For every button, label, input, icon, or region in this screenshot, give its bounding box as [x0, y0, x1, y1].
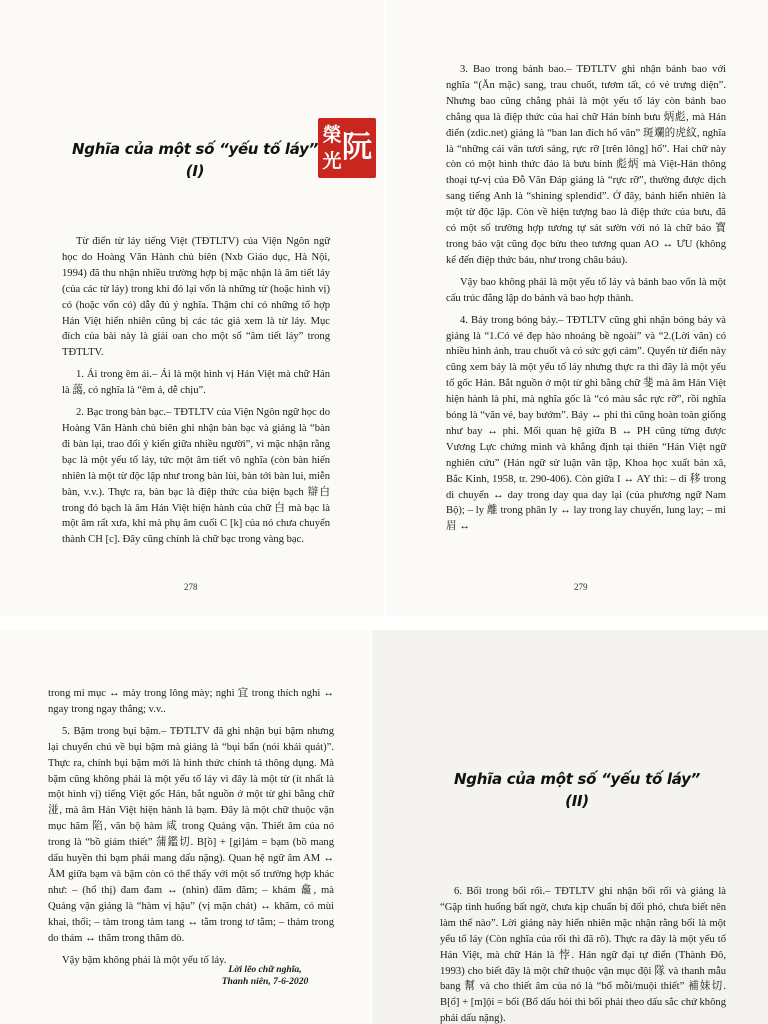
title-part-number: (II): [565, 792, 589, 810]
entry-3-conclusion: Vậy bao không phải là một yếu tố láy và bảnh bao vốn là một cấu trúc đẳng lập do bảnh và bao hợp thành.: [446, 276, 726, 304]
entry-4-bay: 4. Bảy trong bóng bảy.– TĐTLTV cũng ghi nhận bóng bảy và giảng là “1.Có vẻ đẹp hào nhoáng bề ngoài” và “2.(Lời văn) có nhiều hình ảnh, trau chuốt và có sức gợi cảm”. Quyển từ điển này cũng xem bảy là một yếu tố láy nhưng thực ra thì đây là một yếu tố gốc Hán. Bắt nguồn ở một từ ghi bằng chữ 斐 mà âm Hán Việt hiện hành là phỉ, mà nghĩa gốc là “có màu sắc rực rỡ”, rồi nghĩa bóng là “văn vẻ, bay bướm”. Bảy ↔ phỉ thì cũng hoàn toàn giống như bay ↔ phi. Mối quan hệ giữa B ↔ PH cũng từng được Vương Lực chứng minh và khẳng định tại thiên “Hán Việt ngữ nghiên cứu” (Hán ngữ sử luận văn tập, Khoa học xuất bản xã, Bắc Kinh, 1958, tr. 290-406). Còn giữa I ↔ AY thì: – di 移 trong di chuyển ↔ day trong day qua day lại (của phương ngữ Nam Bộ); – ly 離 trong phân ly ↔ lay trong lay chuyển, lung lay; – mi 眉 ↔: [446, 314, 726, 533]
page-278-body: [62, 234, 330, 554]
article-title-part-1: [70, 138, 320, 182]
seal-char-2: 光: [322, 150, 342, 172]
page-number: 278: [184, 582, 198, 592]
page-part-2: [372, 630, 768, 1024]
entry-4-continued: trong mi mục ↔ mày trong lông mày; nghi 宜 trong thích nghi ↔ ngay trong ngay thẳng; v.v..: [48, 688, 334, 715]
title-text: Nghĩa của một số “yếu tố láy”: [72, 140, 318, 158]
page-3-body: [48, 686, 334, 974]
article-title-part-2: [432, 768, 722, 812]
title-text: Nghĩa của một số “yếu tố láy”: [454, 770, 700, 788]
title-part-number: (I): [185, 162, 205, 180]
page-278: [0, 0, 384, 616]
page-number: 279: [574, 582, 588, 592]
entry-2-bac: 2. Bạc trong bàn bạc.– TĐTLTV của Viện Ngôn ngữ học do Hoàng Văn Hành chủ biên ghi nhận bàn bạc và giảng là “bàn đi bàn lại, trao đổi ý kiến giữa nhiều người”, vì mặc nhận rằng bạc là một yếu tố láy, tức một âm tiết vô nghĩa (còn bàn hiển nhiên là một từ độc lập như trong bàn lùi, bàn tới bàn lui, miễn bàn, v.v.). Thực ra, bàn bạc là điệp thức của biện bạch 辯白 trong đó bạch là âm Hán Việt hiện hành của chữ 白 mà bạc là một âm rất xưa, khi mà phụ âm cuối C [k] của nó chưa chuyển thành CH [c]. Đây cũng chính là chữ bạc trong vàng bạc.: [62, 407, 330, 546]
page-continuation: [0, 630, 370, 1024]
seal-char-3: 阮: [342, 130, 372, 165]
entry-1-ai: 1. Ái trong êm ái.– Ái là một hình vị Hán Việt mà chữ Hán là 藹, có nghĩa là “êm ả, dễ chịu”.: [62, 369, 330, 397]
seal-char-1: 榮: [322, 124, 342, 146]
page-279: [386, 0, 768, 616]
red-seal-stamp: [318, 118, 376, 178]
source-column: Lời lẽo chữ nghĩa,: [228, 964, 302, 975]
page-279-body: [446, 62, 726, 541]
entry-5-bam: 5. Bặm trong bụi bặm.– TĐTLTV đã ghi nhận bụi bặm nhưng lại chuyển chú về bụi bậm mà giảng là “bụi bẩn (nói khái quát)”. Thực ra, chính bụi bặm mới là hình thức chính tả thông dụng. Mà bặm cũng không phải là một yếu tố láy vì đây là một từ (ít nhất là một hình vị) tiếng Việt gốc Hán, bắt nguồn ở một từ ghi bằng chữ 湴, mà âm Hán Việt hiện hành là bạm. Đây là một chữ thuộc vận mục hãm 陷, văn bộ hàm 咸 trong Quảng vận. Thiết âm của nó trong là “bồ giám thiết” 蒲鑑切. B[ồ] + [gi]ám = bạm (bồ mang dấu huyền thì bạm phải mang dấu nặng). Quan hệ ngữ âm AM ↔ ĂM giữa bạm và bặm còn có thể thấy với một số trường hợp khác như: – (hổ thị) đam đam ↔ (nhìn) đăm đăm; – khám 龕, mà Quảng vận giảng là “hàm vị hậu” (vị mặn chát) ↔ khăm, có mùi khai, thối; – tàm trong tàm tang ↔ tằm trong tơ tằm; – thảm trong do thám ↔ thăm trong thăm dò.: [48, 725, 334, 944]
source-date: Thanh niên, 7-6-2020: [221, 976, 309, 987]
intro-paragraph: Từ điển từ láy tiếng Việt (TĐTLTV) của Viện Ngôn ngữ học do Hoàng Văn Hành chủ biên (Nxb Giáo dục, Hà Nội, 1994) đã thu nhận nhiều trường hợp bị mặc nhận là âm tiết láy (của các từ láy) trong khi đó lại vốn là những từ (hoặc hình vị) có (hoặc vốn có) dẫy đủ ý nghĩa. Thậm chí có những tổ hợp Hán Việt hiển nhiên cũng bị các tác giả xem là từ láy. Mục đích của bài này là giải oan cho một số “âm tiết láy” trong TĐTLTV.: [62, 236, 330, 359]
page-4-body: [440, 884, 726, 1024]
entry-3-bao: 3. Bao trong bảnh bao.– TĐTLTV ghi nhận bảnh bao với nghĩa “(Ăn mặc) sang, trau chuốt, tươm tất, có vẻ trưng diện”. Nhưng bao cũng chẳng phải là một yếu tố láy còn bảnh bao chẳng qua là điệp thức của hai chữ Hán bính bưu 炳彪, mà Hán điển (zdic.net) giảng là “ban lan đích hổ văn” 斑斕的虎紋, nghĩa là “những cái vân tươi sáng, rực rỡ [trên lông] hổ”. Hai chữ này còn có một hình thức đảo là bưu bính 彪炳 mà Việt-Hán thông thoại tự-vị của Đỗ Văn Đáp giảng là “rực rỡ”, thường được dịch sang tiếng Anh là “shining splendid”. Ở đây, bảnh hiển nhiên là một từ độc lập. Còn về hiện tượng bao là điệp thức của bưu, đã có một số trường hợp tương tự sát sườn với nó là chữ bảo 寶 trong bảo vật cũng đọc bửu theo tương quan AO ↔ ƯU (không kể đến điệp thức báu, như trong châu báu).: [446, 64, 726, 266]
entry-5-conclusion: Vậy bặm không phải là một yếu tố láy.: [62, 954, 227, 966]
source-signature: [200, 964, 330, 988]
entry-6-boi: 6. Bối trong bối rối.– TĐTLTV ghi nhận bối rối và giảng là “Gặp tình huống bất ngờ, chưa kịp chuẩn bị đối phó, chưa biết nên làm thế nào”. Lời giảng này hiển nhiên mặc nhận rằng bối là một yếu tố láy (Còn nghĩa của rối thì đã rõ). Thực ra đây là một yếu tố Hán Việt, mà chữ Hán là 悖. Hán ngữ đại tự điển (Thành Đô, 1993) cho biết đây là một chữ thuộc vận mục đội 隊 và thanh mẫu bang 幫 và cho thiết âm của nó là “bổ mỗi/muội thiết” 補妹切. B[ổ] + [m]ội = bối (Bổ dấu hỏi thì bối phải theo dấu sắc chứ không phải dấu nặng).: [440, 886, 726, 1024]
